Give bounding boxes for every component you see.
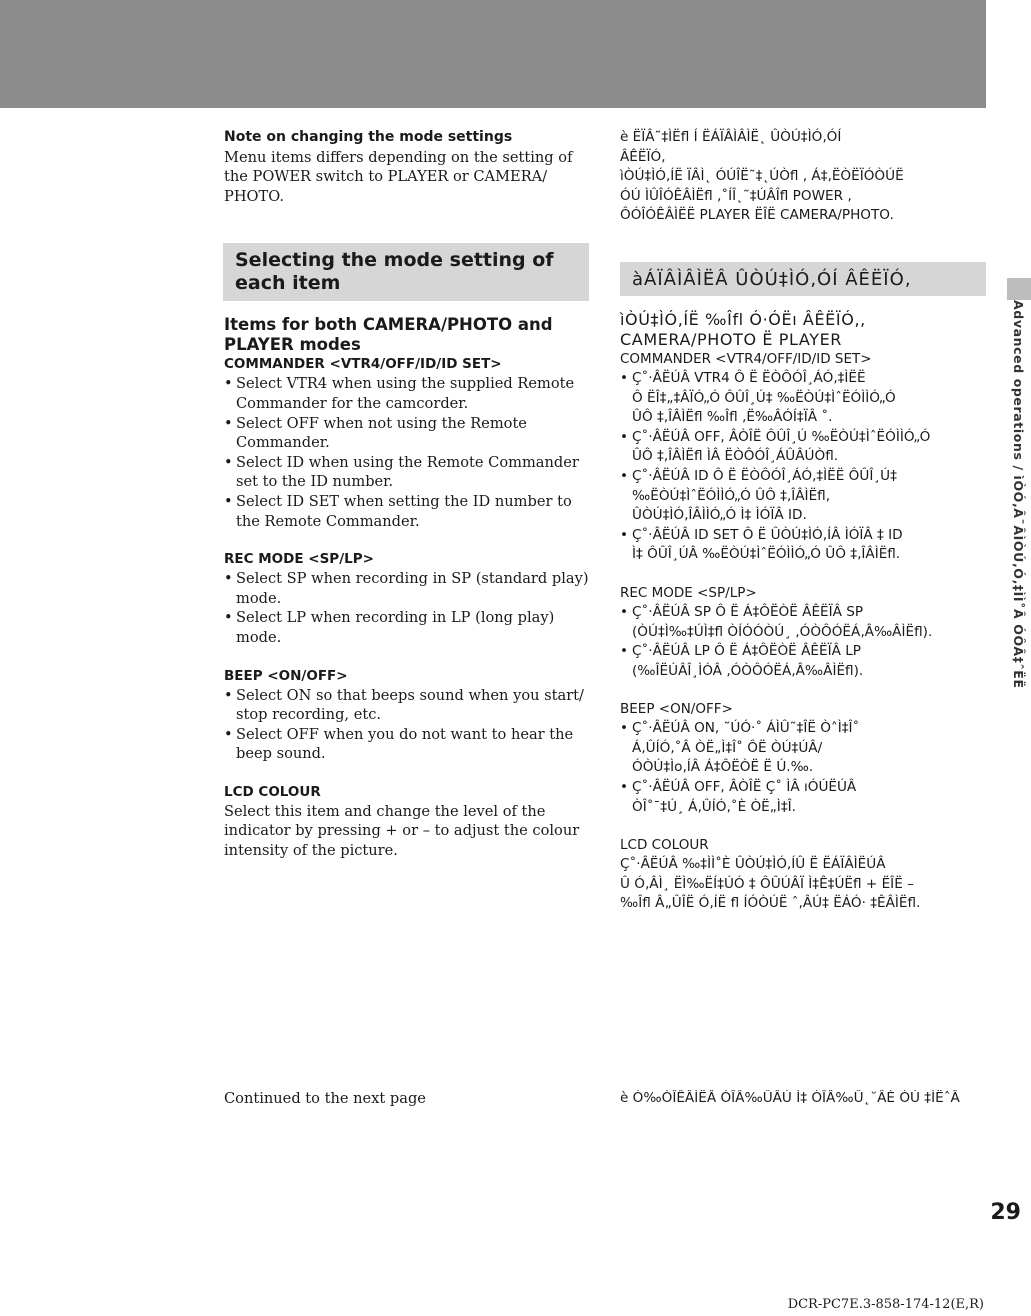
list-item <box>620 642 986 681</box>
list-item: • Select ON so that beeps sound when you start/ stop recording, etc. <box>224 686 589 725</box>
note-title: Note on changing the mode settings <box>224 129 513 145</box>
item-line: • Ç˚·ÂËÚÂ ON, ˜ÚÓ·˚ ÁÌÛ˜‡ÎË Ò˄Ì‡Î˚ <box>632 720 860 737</box>
item-line: • Ç˚·ÂËÚÂ ID Ô Ë ËÒÔÓÎ¸ÁÓ‚‡ÌËË ÔÛÎ¸Ú‡ <box>632 467 897 484</box>
list-item: • Select OFF when not using the Remote Commander. <box>224 414 589 453</box>
item-line: Ì‡ ÔÛÎ¸ÚÂ ‰ËÒÚ‡ÌˆËÓÌÌÓ„Ó ÛÔ ‡‚ÎÂÌËfl. <box>632 546 901 563</box>
list-item: • Select ID SET when setting the ID number to the Remote Commander. <box>224 492 589 531</box>
beep-list <box>224 686 589 764</box>
list-item <box>620 428 986 467</box>
item-line: ÛÒÚ‡ÌÓ‚ÎÂÌÌÓ„Ó Ì‡ ÌÓÏÂ ID. <box>632 507 807 524</box>
lcd-colour-line: Ç˚·ÂËÚÂ ‰‡ÌÌ˚È ÛÒÚ‡ÌÓ‚ÍÛ Ë ËÁÏÂÌËÚÂ <box>620 856 886 873</box>
list-item: • Select LP when recording in LP (long play) mode. <box>224 608 589 647</box>
commander-heading: COMMANDER <VTR4/OFF/ID/ID SET> <box>224 356 502 373</box>
commander-list-ru <box>620 369 986 565</box>
item-line: • Ç˚·ÂËÚÂ OFF, ÂÒÎË Ç˚ ÌÂ ıÓÚËÚÂ <box>632 779 857 796</box>
subsection-line: CAMERA/PHOTO Ë PLAYER <box>620 329 842 349</box>
continued-note-ru: è Ó‰ÓÎÊÂÌËÂ ÒÎÂ‰ÛÂÚ Ì‡ ÒÎÂ‰Û˛˘ÂÈ ÒÚ ‡ÌËˆÂ <box>620 1090 960 1106</box>
item-line: ÓÒÚ‡Ìo‚ÍÂ Á‡ÔËÒË Ë Ú.‰. <box>632 759 814 776</box>
english-column <box>224 128 589 861</box>
note-line: ÂÊËÏÓ‚ <box>620 148 666 165</box>
beep-heading-ru: BEEP <ON/OFF> <box>620 701 733 718</box>
side-tab-label: Advanced operations / ìÒÓ‚Â¯ÂÌÒÚ‚Ó‚‡ÌÌ˚Â ÓÔÂ‡ˆËË <box>1011 300 1026 689</box>
item-line: ÛÔ ‡‚ÎÂÌËfl ÌÂ ËÒÔÓÎ¸ÁÛÂÚÒfl. <box>632 448 839 465</box>
subsection-line: ìÒÚ‡ÌÓ‚ÍË ‰Îfl Ó·ÓËı ÂÊËÏÓ‚, <box>620 309 866 329</box>
note-body: Menu items differs depending on the setting of the POWER switch to PLAYER or CAMERA/ PHOTO. <box>224 148 573 205</box>
item-line: • Ç˚·ÂËÚÂ VTR4 Ô Ë ËÒÔÓÎ¸ÁÓ‚‡ÌËË <box>632 369 866 386</box>
section-title: Selecting the mode setting of each item <box>223 243 589 301</box>
note-line: ÔÓÎÓÊÂÌËË PLAYER ËÎË CAMERA/PHOTO. <box>620 207 894 224</box>
note-line: è ËÏÂ˜‡ÌËfl Í ËÁÏÂÌÂÌË˛ ÛÒÚ‡ÌÓ‚ÓÍ <box>620 129 842 145</box>
list-item <box>620 778 986 817</box>
list-item <box>620 719 986 778</box>
header-band <box>0 0 986 108</box>
item-line: ÛÔ ‡‚ÎÂÌËfl ‰Îfl ‚Ë‰ÂÓÍ‡ÏÂ ˚. <box>632 409 833 426</box>
item-line: (ÒÚ‡Ì‰‡ÚÌ‡fl ÒÍÓÓÒÚ¸ ‚ÓÒÔÓËÁ‚Â‰ÂÌËfl). <box>632 623 933 640</box>
item-line: Ô ËÎ‡„‡ÂÏÓ„Ó ÔÛÎ¸Ú‡ ‰ËÒÚ‡ÌˆËÓÌÌÓ„Ó <box>632 389 896 406</box>
item-line: ‰ËÒÚ‡ÌˆËÓÌÌÓ„Ó ÛÔ ‡‚ÎÂÌËfl, <box>632 487 831 504</box>
list-item <box>620 369 986 428</box>
item-line: ÒÎ˚¯‡Ú¸ Á‚ÛÍÓ‚˚È ÒË„Ì‡Î. <box>632 798 796 815</box>
rec-mode-list-ru <box>620 603 986 681</box>
list-item: • Select ID when using the Remote Commander set to the ID number. <box>224 453 589 492</box>
subsection-title: Items for both CAMERA/PHOTO and PLAYER modes <box>224 315 553 355</box>
item-line: • Ç˚·ÂËÚÂ SP Ô Ë Á‡ÔËÒË ÂÊËÏÂ SP <box>632 603 864 620</box>
beep-heading: BEEP <ON/OFF> <box>224 667 348 684</box>
russian-column <box>620 128 986 914</box>
commander-heading-ru: COMMANDER <VTR4/OFF/ID/ID SET> <box>620 350 872 367</box>
lcd-colour-heading-ru: LCD COLOUR <box>620 837 709 854</box>
list-item <box>620 467 986 526</box>
item-line: (‰ÎËÚÂÎ¸ÌÓÂ ‚ÓÒÔÓËÁ‚Â‰ÂÌËfl). <box>632 662 864 679</box>
rec-mode-heading-ru: REC MODE <SP/LP> <box>620 584 757 601</box>
side-tab <box>1010 300 1028 770</box>
note-line: ÓÚ ÌÛÎÓÊÂÌËfl ‚˚ÍÎ˛˜‡ÚÂÎfl POWER ‚ <box>620 187 852 204</box>
continued-note: Continued to the next page <box>224 1090 426 1107</box>
lcd-colour-line: ‰Îfl Â„ÛÎË Ó‚ÍË fl ÍÓÒÚË ˆ‚ÂÚ‡ ËÁÓ· ‡ÊÂÌËfl. <box>620 895 921 912</box>
lcd-colour-heading: LCD COLOUR <box>224 783 321 800</box>
lcd-colour-body: Select this item and change the level of the indicator by pressing + or – to adjust the colour intensity of the picture. <box>224 802 580 860</box>
section-title-ru: àÁÏÂÌÂÌËÂ ÛÒÚ‡ÌÓ‚ÓÍ ÂÊËÏÓ‚ <box>620 262 986 296</box>
item-line: • Ç˚·ÂËÚÂ ID SET Ô Ë ÛÒÚ‡ÌÓ‚ÍÂ ÌÓÏÂ ‡ ID <box>632 526 903 543</box>
list-item <box>620 603 986 642</box>
page-number: 29 <box>990 1200 1021 1225</box>
item-line: Á‚ÛÍÓ‚˚Â ÒË„Ì‡Î˚ ÔË ÒÚ‡ÚÂ/ <box>632 739 823 756</box>
item-line: • Ç˚·ÂËÚÂ LP Ô Ë Á‡ÔËÒË ÂÊËÏÂ LP <box>632 643 861 660</box>
rec-mode-heading: REC MODE <SP/LP> <box>224 551 374 568</box>
rec-mode-list <box>224 569 589 647</box>
item-line: • Ç˚·ÂËÚÂ OFF, ÂÒÎË ÔÛÎ¸Ú ‰ËÒÚ‡ÌˆËÓÌÌÓ„Ó <box>632 428 931 445</box>
commander-list <box>224 374 589 531</box>
list-item: • Select OFF when you do not want to hear the beep sound. <box>224 725 589 764</box>
lcd-colour-line: Û Ó‚ÂÌ¸ ËÌ‰ËÍ‡ÚÓ ‡ ÔÛÚÂÏ Ì‡Ê‡ÚËfl + ËÎË – <box>620 875 914 892</box>
model-code: DCR-PC7E.3-858-174-12(E,R) <box>787 1297 984 1312</box>
list-item: • Select SP when recording in SP (standard play) mode. <box>224 569 589 608</box>
list-item: • Select VTR4 when using the supplied Remote Commander for the camcorder. <box>224 374 589 413</box>
note-line: ìÒÚ‡ÌÓ‚ÍË ÏÂÌ˛ ÓÚÎË˜‡˛ÚÒfl ‚ Á‡‚ËÒËÏÓÒÚË <box>620 168 904 185</box>
list-item <box>620 526 986 565</box>
section-marker <box>1007 278 1031 300</box>
beep-list-ru <box>620 719 986 817</box>
